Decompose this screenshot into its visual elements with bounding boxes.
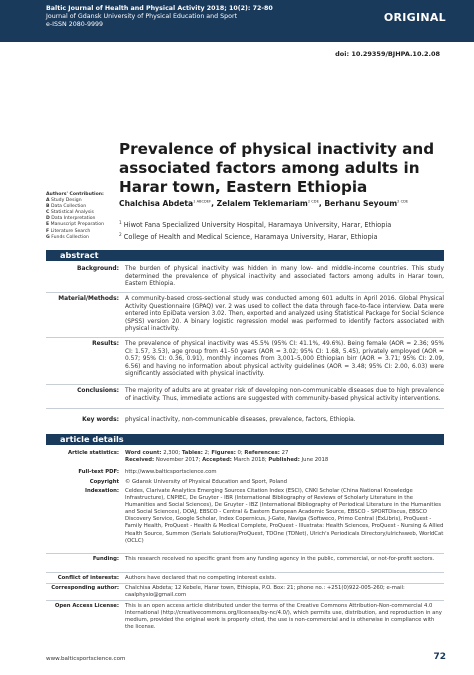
- author-name: Chalchisa Abdeta: [119, 199, 194, 208]
- contribution-item: A Study Design: [46, 198, 82, 204]
- detail-label: Corresponding author:: [51, 585, 119, 591]
- detail-label: Copyright: [89, 479, 119, 485]
- contribution-item: D Data Interpretation: [46, 216, 96, 222]
- page-number: 72: [433, 652, 446, 662]
- journal-info: [46, 5, 273, 29]
- section-text: The burden of physical inactivity was hidden in many low- and middle-income countries. This study determined the prevalence of physical inactivity and associated factors among adults in Harar town, Eastern Ethiopia.: [125, 266, 444, 288]
- journal-citation: Baltic Journal of Health and Physical Activity 2018; 10(2): 72-80: [46, 5, 273, 12]
- detail-text: Word count: 2,300; Tables: 2; Figures: 0; References: 27 Received: November 2017; Accepted: March 2018; Published: June 2018: [125, 450, 329, 464]
- detail-label: Article statistics:: [68, 450, 119, 456]
- article-details-heading-bar: [46, 434, 444, 445]
- journal-header: [0, 0, 474, 42]
- detail-text: This research received no specific grant from any funding agency in the public, commercial, or not-for-profit sectors.: [125, 556, 435, 562]
- doi-link[interactable]: doi: 10.29359/BJHPA.10.2.08: [335, 50, 440, 58]
- detail-label: Funding:: [92, 556, 119, 562]
- section-label: Conclusions:: [77, 388, 119, 394]
- section-text: physical inactivity, non-communicable diseases, prevalence, factors, Ethiopia.: [125, 417, 356, 423]
- divider: [46, 600, 444, 601]
- divider: [46, 553, 444, 554]
- contribution-item: B Data Collection: [46, 204, 87, 210]
- abstract-heading: abstract: [60, 250, 99, 260]
- divider: [46, 384, 444, 385]
- article-details-heading: article details: [60, 434, 124, 444]
- article-title: Prevalence of physical inactivity and associated factors among adults in Harar town, Eastern Ethiopia: [119, 140, 435, 196]
- divider: [46, 337, 444, 338]
- detail-label: Conflict of interests:: [57, 575, 119, 581]
- author-list: Chalchisa Abdeta$^{1 ABCDEF}$, Zelalem Teklemariam$^{2 CDE}$, Berhanu Seyoum$^{2 CDE}$: [119, 199, 409, 208]
- divider: [46, 408, 444, 409]
- detail-text: This is an open access article distributed under the terms of the Creative Commons Attribution-Non-commercial 4.0 International (http://creativecommons.org/licenses/by-nc/4.0/), which permits use, distribution, and reproduction in any medium, provided the original work is properly cited, the use is non-commercial and is otherwise in compliance with the license.: [125, 603, 442, 631]
- author-affiliation-mark: 2 CDE: [397, 199, 409, 204]
- article-type-label: ORIGINAL: [383, 11, 446, 24]
- section-label: Key words:: [82, 417, 119, 423]
- journal-publisher: Journal of Gdansk University of Physical Education and Sport: [46, 13, 238, 20]
- divider: [46, 292, 444, 293]
- detail-text: Chalchisa Abdeta; 12 Kebele, Harar town, Ethiopia, P.O. Box: 21; phone no.: +251(0)922-005-260; e-mail: caalphysio@gmail.com: [125, 585, 405, 599]
- contribution-item: F Literature Search: [46, 228, 91, 234]
- section-label: Background:: [76, 266, 119, 272]
- detail-text: Authors have declared that no competing interest exists.: [125, 575, 277, 581]
- divider: [46, 583, 444, 584]
- detail-text: Celdes, Clarivate Analytics Emerging Sources Citation Index (ESCI), CNKI Scholar (China National Knowledge Infrastructure), CNPIEC, De Gruyter - IBR (International Bibliography of Reviews of Scholarly Literature in the Humanities and Social Sciences), De Gruyter - IBZ (International Bibliography of Periodical Literature in the Humanities and Social Sciences), DOAJ, EBSCO - Central & Eastern European Academic Source, EBSCO - SPORTDiscus, EBSCO Discovery Service, Google Scholar, Index Copernicus, J-Gate, Naviga (Softweco, Primo Central (ExLibris), ProQuest - Family Health, ProQuest - Health & Medical Complete, ProQuest - Illustrata: Health Sciences, ProQuest - Nursing & Allied Health Source, Summon (Serials Solutions/ProQuest, TDOne (TDNet), Ulrich's Periodicals Directory/ulrichsweb, WorldCat (OCLC): [125, 488, 444, 544]
- detail-label: Open Access License:: [54, 603, 119, 609]
- contribution-item: C Statistical Analysis: [46, 210, 94, 216]
- journal-issn: e-ISSN 2080-9999: [46, 21, 104, 28]
- detail-text: © Gdansk University of Physical Education and Sport, Poland: [125, 479, 287, 485]
- author-affiliation-mark: 2 CDE: [307, 199, 319, 204]
- pdf-link[interactable]: http://www.balticsportscience.com: [125, 469, 217, 475]
- footer-website-link[interactable]: www.balticsportscience.com: [46, 656, 126, 662]
- section-label: Material/Methods:: [58, 296, 119, 302]
- author-name: Zelalem Teklemariam: [216, 199, 308, 208]
- section-label: Results:: [92, 341, 119, 347]
- affiliation: $^2$ College of Health and Medical Science, Haramaya University, Harar, Ethiopia: [119, 232, 378, 242]
- affiliation: $^1$ Hiwot Fana Specialized University Hospital, Haramaya University, Harar, Ethiopia: [119, 220, 392, 230]
- detail-label: Indexation:: [85, 488, 119, 494]
- contribution-item: G Funds Collection: [46, 234, 89, 240]
- authors-contribution: [46, 192, 121, 241]
- section-text: The majority of adults are at greater risk of developing non-communicable diseases due to high prevalence of inactivity. Thus, immediate actions are suggested with community-based physical activity interventions.: [125, 388, 444, 402]
- abstract-heading-bar: [46, 250, 444, 261]
- divider: [46, 572, 444, 573]
- section-text: The prevalence of physical inactivity was 45.5% (95% CI: 41.1%, 49.6%). Being female (AOR = 2.36; 95% CI: 1.57, 3.53), age group from 41–50 years (AOR = 3.02; 95% CI: 1.68, 5.45), privately employed (AOR = 0.57; 95% CI: 0.36, 0.91), monthly incomes from 3,001–5,000 Ethiopian birr (AOR = 3.71; 95% CI: 2.09, 6.56) and having no information about physical activity guidelines (AOR = 3.48; 95% CI: 2.00, 6.03) were significantly associated with physical inactivity.: [125, 341, 444, 378]
- author-name: Berhanu Seyoum: [324, 199, 398, 208]
- detail-label: Full-text PDF:: [78, 469, 119, 475]
- section-text: A community-based cross-sectional study was conducted among 601 adults in April 2016. Global Physical Activity Questionnaire (GPAQ) ver. 2 was used to collect the data through face-to-face interview. Data were entered into EpiData version 3.02. Then, exported and analyzed using Statistical Package for Social Science (SPSS) version 20. A binary logistic regression model was performed to identify factors associated with physical inactivity.: [125, 296, 444, 333]
- contribution-item: E Manuscript Preparation: [46, 222, 105, 228]
- author-affiliation-mark: 1 ABCDEF: [193, 199, 212, 204]
- contribution-heading: Authors' Contribution:: [46, 192, 104, 197]
